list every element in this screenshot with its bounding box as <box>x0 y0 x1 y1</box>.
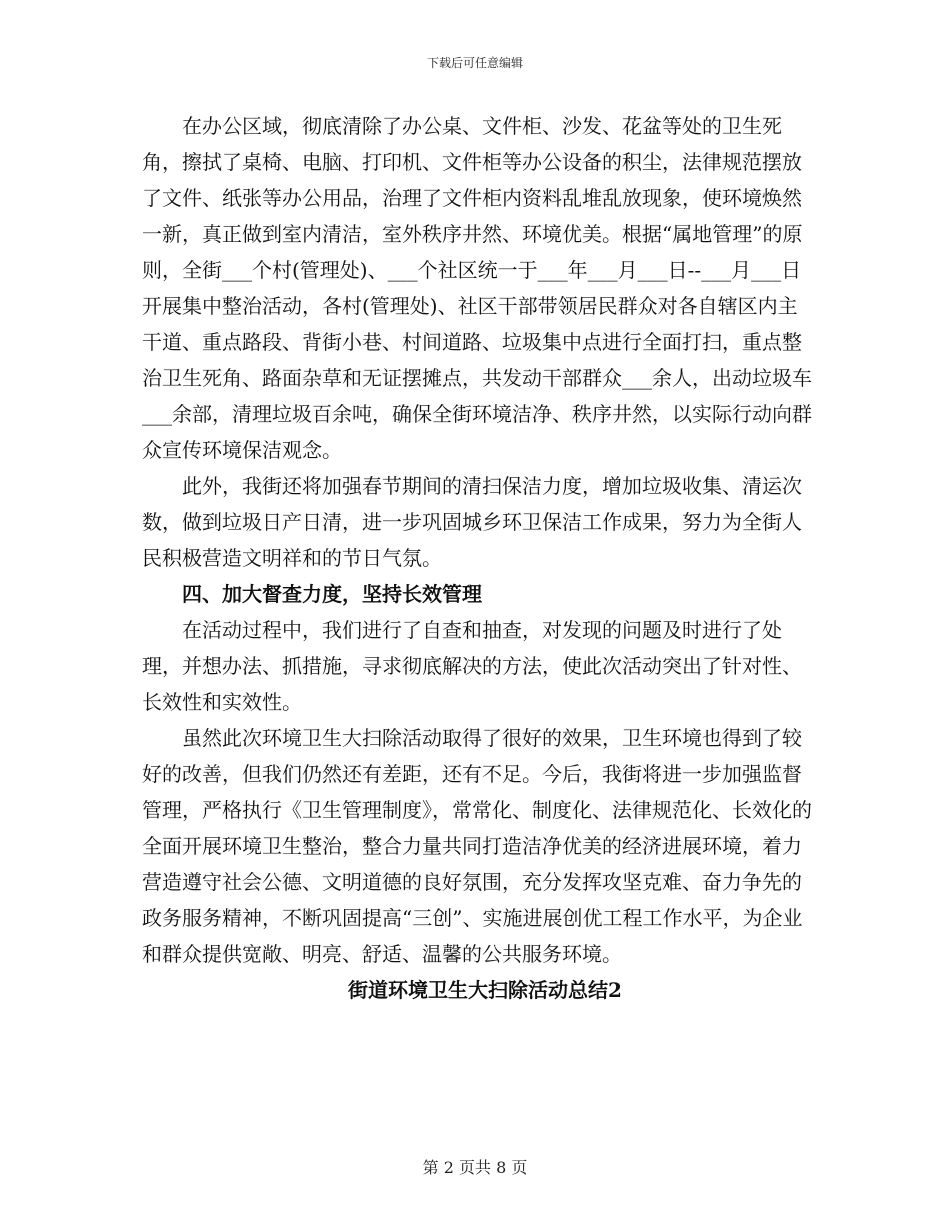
paragraph-spring-festival: 此外，我街还将加强春节期间的清扫保洁力度，增加垃圾收集、清运次数，做到垃圾日产日清，进一步巩固城乡环卫保洁工作成果，努力为全街人民积极营造文明祥和的节日气氛。 <box>142 474 802 570</box>
header-note: 下载后可任意编辑 <box>426 56 523 70</box>
next-document-title: 街道环境卫生大扫除活动总结2 <box>348 978 622 1002</box>
paragraph-office-cleaning: 在办公区域，彻底清除了办公桌、文件柜、沙发、花盆等处的卫生死角，擦拭了桌椅、电脑、打印机、文件柜等办公设备的积尘，法律规范摆放了文件、纸张等办公用品，治理了文件柜内资料乱堆乱放现象，使环境焕然一新，真正做到室内清洁，室外秩序井然、环境优美。根据“属地管理”的原则，全街___个村(管理处)、___个社区统一于___年___月___日--___月___日开展集中整治活动，各村(管理处)、社区干部带领居民群众对各自辖区内主干道、重点路段、背街小巷、村间道路、垃圾集中点进行全面打扫，重点整治卫生死角、路面杂草和无证摆摊点，共发动干部群众___余人，出动垃圾车___余部，清理垃圾百余吨，确保全街环境洁净、秩序井然，以实际行动向群众宣传环境保洁观念。 <box>142 114 812 462</box>
document-body <box>142 108 812 1008</box>
page-footer: 第 2 页共 8 页 <box>422 1158 528 1177</box>
section-heading: 四、加大督查力度，坚持长效管理 <box>182 582 482 606</box>
paragraph-future-plans: 虽然此次环境卫生大扫除活动取得了很好的效果，卫生环境也得到了较好的改善，但我们仍然还有差距，还有不足。今后，我街将进一步加强监督管理，严格执行《卫生管理制度》，常常化、制度化、法律规范化、长效化的全面开展环境卫生整治，整合力量共同打造洁净优美的经济进展环境，着力营造遵守社会公德、文明道德的良好氛围，充分发挥攻坚克难、奋力争先的政务服务精神，不断巩固提高“三创”、实施进展创优工程工作水平，为企业和群众提供宽敞、明亮、舒适、温馨的公共服务环境。 <box>142 726 812 966</box>
paragraph-inspection: 在活动过程中，我们进行了自查和抽查，对发现的问题及时进行了处理，并想办法、抓措施，寻求彻底解决的方法，使此次活动突出了针对性、长效性和实效性。 <box>142 618 802 714</box>
